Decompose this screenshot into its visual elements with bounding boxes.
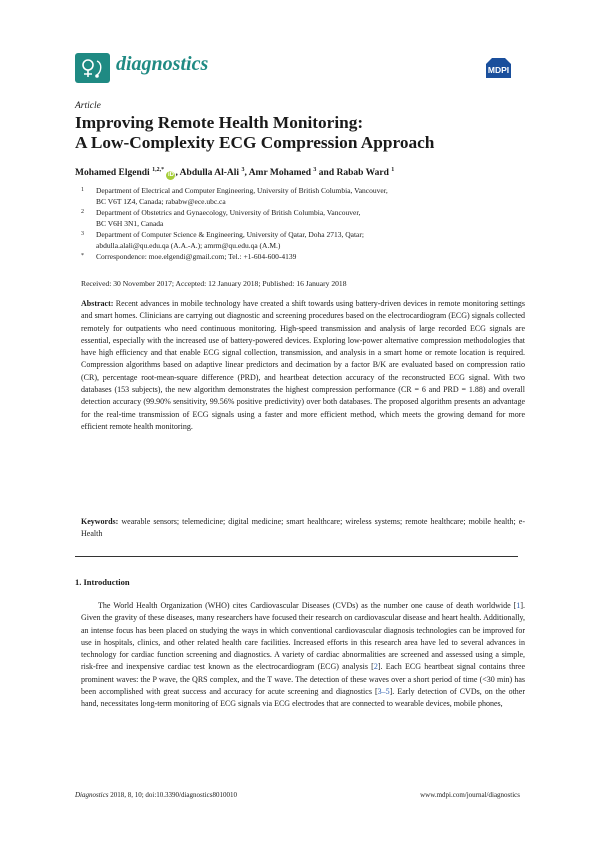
keywords-label: Keywords: xyxy=(81,517,119,526)
author-affil-mark: 1,2,* xyxy=(152,167,165,173)
mdpi-logo-text: MDPI xyxy=(487,65,510,75)
keywords-text: wearable sensors; telemedicine; digital medicine; smart healthcare; wireless systems; remote healthcare; mobile health; e-Health xyxy=(81,517,525,539)
article-type: Article xyxy=(75,101,101,111)
abstract-label: Abstract: xyxy=(81,299,114,308)
author-name[interactable]: Rabab Ward xyxy=(336,168,389,179)
keywords xyxy=(81,516,525,541)
footer-citation: Diagnostics 2018, 8, 10; doi:10.3390/diagnostics8010010 xyxy=(75,791,237,799)
title-line-2: A Low-Complexity ECG Compression Approach xyxy=(75,133,435,152)
author-affil-mark: 1 xyxy=(391,167,395,173)
journal-name: diagnostics xyxy=(116,53,209,75)
publication-dates: Received: 30 November 2017; Accepted: 12 January 2018; Published: 16 January 2018 xyxy=(81,279,347,288)
affiliations xyxy=(81,185,525,262)
affiliation-item: 2 Department of Obstetrics and Gynaecology, University of British Columbia, Vancouver, BC V6H 3N1, Canada xyxy=(81,208,361,228)
citation-link[interactable]: 2 xyxy=(373,662,378,672)
author-affil-mark: 3 xyxy=(313,167,317,173)
author-list: Mohamed Elgendi $^{1,2,*}$ iD , Abdulla Al-Ali $^3$, Amr Mohamed $^3$ and Rabab Ward $^1$ xyxy=(75,167,395,179)
author-affil-mark: 3 xyxy=(241,167,245,173)
citation-link[interactable]: 3–5 xyxy=(377,687,390,697)
article-title xyxy=(75,113,525,153)
intro-paragraph: The World Health Organization (WHO) cites Cardiovascular Diseases (CVDs) as the number one cause of death worldwide [1]. Given the gravity of these diseases, many researchers have focused their research on cardiovascular disease and heart health. Additionally, an intense focus has been placed on studying the ways in which conventional cardiovascular diagnosis technologies can be improved for use in hospitals, clinics, and other related health care facilities. Increased efforts in this research area have led to several advances in technology for cardiac function screening and diagnostics. A variety of cardiac abnormalities are screened and assessed using a simple, risk-free and inexpensive cardiac test known as the electrocardiogram (ECG) analysis [2]. Each ECG heartbeat signal contains three prominent waves: the P wave, the QRS complex, and the T wave. The detection of these waves over a short period of time (<30 min) has been accomplished with great success and accuracy for acute screening and diagnostics [3–5]. Early detection of CVDs, on the other hand, necessitates long-term monitoring of ECG signals via ECG electrodes that are connected to wearable devices, mobile phones, xyxy=(81,601,526,709)
affiliation-item: 3 Department of Computer Science & Engineering, University of Qatar, Doha 2713, Qatar; abdulla.alali@qu.edu.qa (A.A.-A.); amrm@qu.edu.qa (A.M.) xyxy=(81,230,364,250)
affiliation-item: 1 Department of Electrical and Computer Engineering, University of British Columbia, Vancouver, BC V6T 1Z4, Canada; rababw@ece.ubc.ca xyxy=(81,186,388,206)
correspondence: * Correspondence: moe.elgendi@gmail.com; Tel.: +1-604-600-4139 xyxy=(81,252,297,261)
footer-url[interactable]: www.mdpi.com/journal/diagnostics xyxy=(420,791,520,799)
abstract xyxy=(81,298,525,433)
title-line-1: Improving Remote Health Monitoring: xyxy=(75,113,364,132)
section-title: 1. Introduction xyxy=(75,577,130,587)
journal-logo-icon xyxy=(75,53,110,83)
abstract-text: Recent advances in mobile technology have created a shift towards using battery-driven devices in remote monitoring settings and smart homes. Clinicians are carrying out diagnostic and screening procedures based on the electrocardiogram (ECG) signals collected remotely for outpatients who need continuous monitoring. High-speed transmission and analysis of large recorded ECG signals are essential, especially with the increased use of battery-powered devices. Exploring low-power alternative compression methodologies that have high efficiency and that enable ECG signal collection, transmission, and analysis in a smart home or remote location is required. Compression algorithms based on adaptive linear predictors and decimation by a factor B/K are evaluated based on compression ratio (CR), percentage root-mean-square difference (PRD), and heartbeat detection accuracy of the reconstructed ECG signal. With two databases (153 subjects), the new algorithm demonstrates the highest compression performance (CR = 6 and PRD = 1.88) and overall detection accuracy (99.90% sensitivity, 99.56% positive predictivity) over both databases. The proposed algorithm presents an advantage for the real-time transmission of ECG signals using a faster and more efficient method, which meets the growing demand for more efficient remote health monitoring. xyxy=(81,299,525,431)
author-name[interactable]: Mohamed Elgendi xyxy=(75,168,150,179)
citation-link[interactable]: 1 xyxy=(516,601,521,610)
mdpi-logo-icon[interactable] xyxy=(482,57,515,79)
divider xyxy=(75,556,518,557)
orcid-icon[interactable]: iD xyxy=(167,172,174,179)
author-name[interactable]: Amr Mohamed xyxy=(248,168,312,179)
author-name[interactable]: Abdulla Al-Ali xyxy=(179,168,240,179)
